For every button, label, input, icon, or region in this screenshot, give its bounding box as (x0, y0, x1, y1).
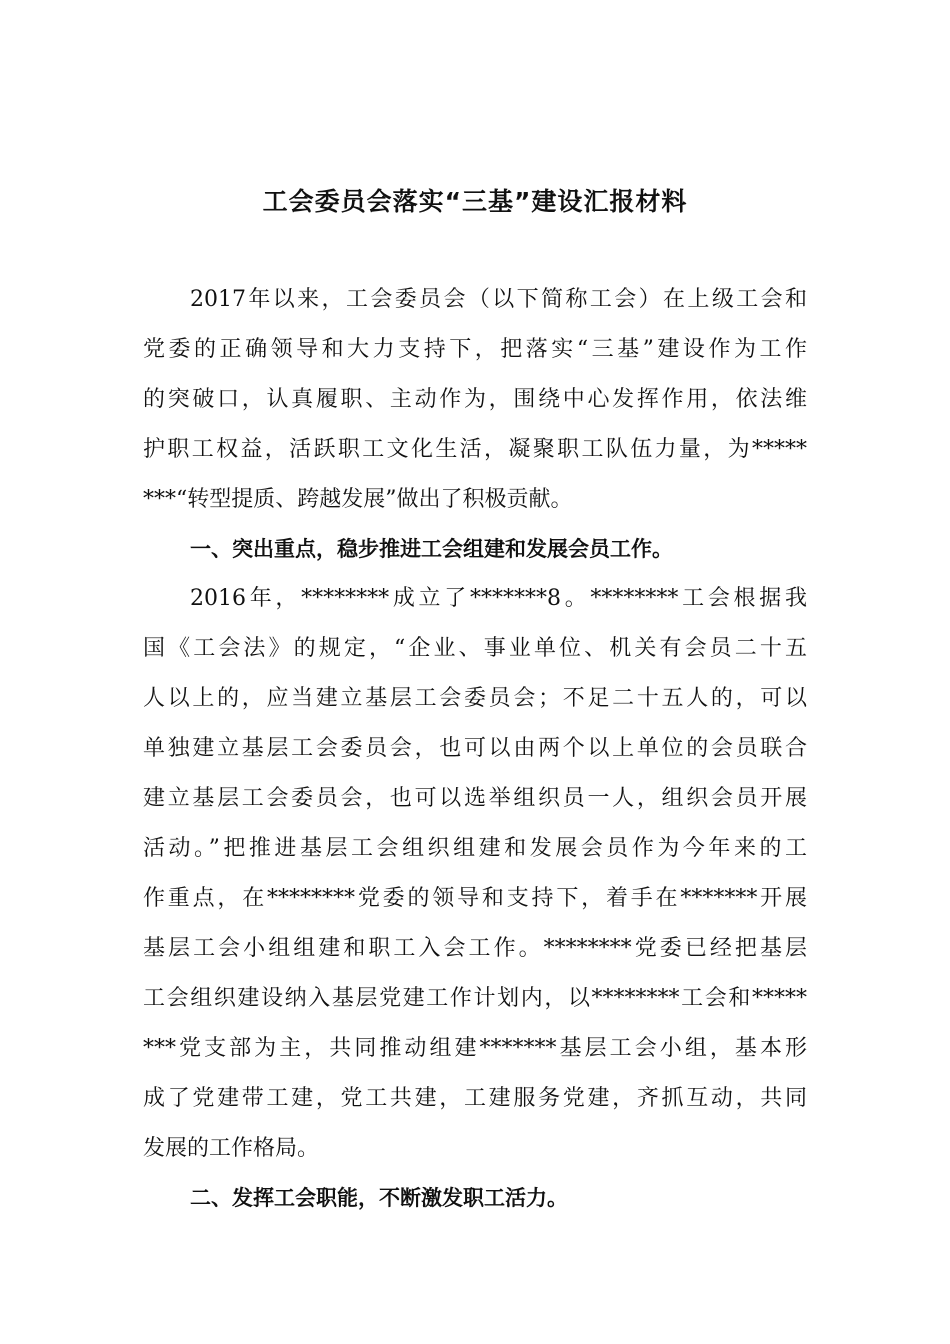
paragraph-2-line-9: 工会组织建设纳入基层党建工作计划内，以********工会和***** (143, 986, 807, 1011)
paragraph-2-line-3: 人以上的，应当建立基层工会委员会；不足二十五人的，可以 (143, 686, 807, 711)
paragraph-2-line-7: 作重点，在********党委的领导和支持下，着手在*******开展 (143, 886, 807, 911)
paragraph-2-line-2: 国《工会法》的规定，“企业、事业单位、机关有会员二十五 (143, 636, 807, 661)
paragraph-2-line-11: 成了党建带工建，党工共建，工建服务党建，齐抓互动，共同 (143, 1086, 807, 1111)
document-title: 工会委员会落实“三基”建设汇报材料 (262, 187, 688, 216)
paragraph-1-line-3: 的突破口，认真履职、主动作为，围绕中心发挥作用，依法维 (143, 387, 807, 412)
paragraph-2-line-5: 建立基层工会委员会，也可以选举组织员一人，组织会员开展 (143, 786, 807, 811)
paragraph-1-line-1: 2017年以来，工会委员会（以下简称工会）在上级工会和 (190, 287, 807, 312)
paragraph-2-line-4: 单独建立基层工会委员会，也可以由两个以上单位的会员联合 (143, 736, 807, 761)
paragraph-2-line-10: ***党支部为主，共同推动组建*******基层工会小组，基本形 (143, 1036, 807, 1061)
section-heading-1: 一、突出重点，稳步推进工会组建和发展会员工作。 (190, 537, 673, 561)
paragraph-1-line-2: 党委的正确领导和大力支持下，把落实“三基”建设作为工作 (143, 337, 807, 362)
section-heading-2: 二、发挥工会职能，不断激发职工活力。 (190, 1186, 568, 1210)
paragraph-2-line-8: 基层工会小组组建和职工入会工作。********党委已经把基层 (143, 936, 807, 961)
paragraph-1-line-4: 护职工权益，活跃职工文化生活，凝聚职工队伍力量，为***** (143, 437, 807, 462)
paragraph-2-line-6: 活动。”把推进基层工会组织组建和发展会员作为今年来的工 (143, 836, 807, 861)
paragraph-1-line-5: ***“转型提质、跨越发展”做出了积极贡献。 (143, 487, 573, 512)
paragraph-2-line-12: 发展的工作格局。 (143, 1136, 320, 1161)
paragraph-2-line-1: 2016年，********成立了*******8。********工会根据我 (190, 586, 807, 611)
